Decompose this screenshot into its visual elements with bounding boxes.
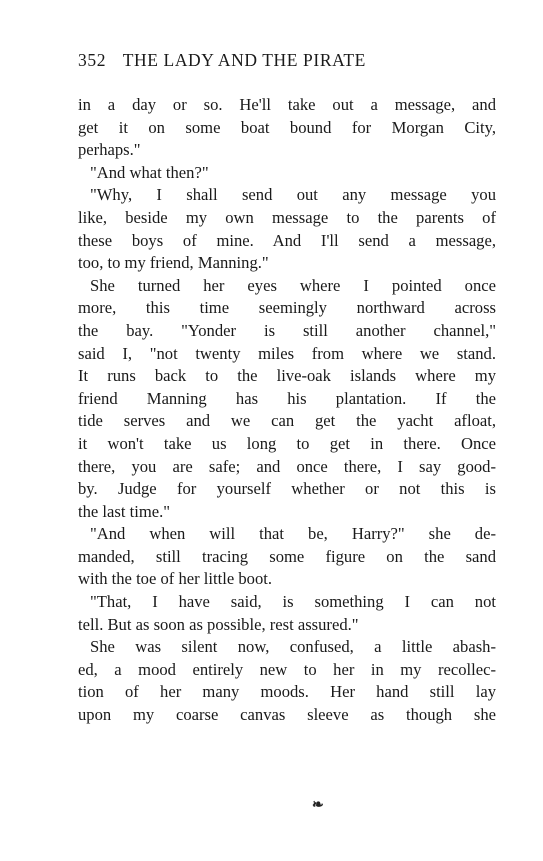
text-line: It runs back to the live-oak islands where my <box>78 366 496 386</box>
text-line: tide serves and we can get the yacht afloat, <box>78 411 496 431</box>
body-text <box>78 94 496 727</box>
text-line: tion of her many moods. Her hand still lay <box>78 682 496 702</box>
text-line: upon my coarse canvas sleeve as though she <box>78 705 496 725</box>
text-line: perhaps." <box>78 140 141 160</box>
text-line: "And when will that be, Harry?" she de- <box>90 524 496 544</box>
text-line: these boys of mine. And I'll send a message, <box>78 230 496 250</box>
running-header <box>78 50 478 72</box>
text-line: with the toe of her little boot. <box>78 569 273 589</box>
text-line: it won't take us long to get in there. Once <box>78 433 496 453</box>
text-line: the bay. "Yonder is still another channel," <box>78 320 496 340</box>
text-line: ed, a mood entirely new to her in my recollec- <box>78 659 496 679</box>
signature-mark: ❧ <box>312 798 324 813</box>
text-line: by. Judge for yourself whether or not this is <box>78 479 496 499</box>
text-line: "Why, I shall send out any message you <box>90 185 496 205</box>
text-line: friend Manning has his plantation. If the <box>78 388 496 408</box>
text-line: She turned her eyes where I pointed once <box>90 275 496 295</box>
text-line: "That, I have said, is something I can not <box>90 592 496 612</box>
text-line: manded, still tracing some figure on the sand <box>78 546 496 566</box>
text-line: She was silent now, confused, a little abash- <box>90 637 496 657</box>
running-title: THE LADY AND THE PIRATE <box>122 50 366 70</box>
page-number: 352 <box>78 50 107 70</box>
text-line: there, you are safe; and once there, I say good- <box>78 456 496 476</box>
text-line: get it on some boat bound for Morgan City, <box>78 117 496 137</box>
text-line: said I, "not twenty miles from where we stand. <box>78 343 496 363</box>
text-line: more, this time seemingly northward across <box>78 298 496 318</box>
text-line: too, to my friend, Manning." <box>78 253 269 273</box>
text-line: in a day or so. He'll take out a message, and <box>78 95 496 114</box>
text-line: tell. But as soon as possible, rest assured." <box>78 614 359 634</box>
text-line: the last time." <box>78 501 171 521</box>
text-line: like, beside my own message to the parents of <box>78 207 496 227</box>
text-line: "And what then?" <box>90 162 209 182</box>
